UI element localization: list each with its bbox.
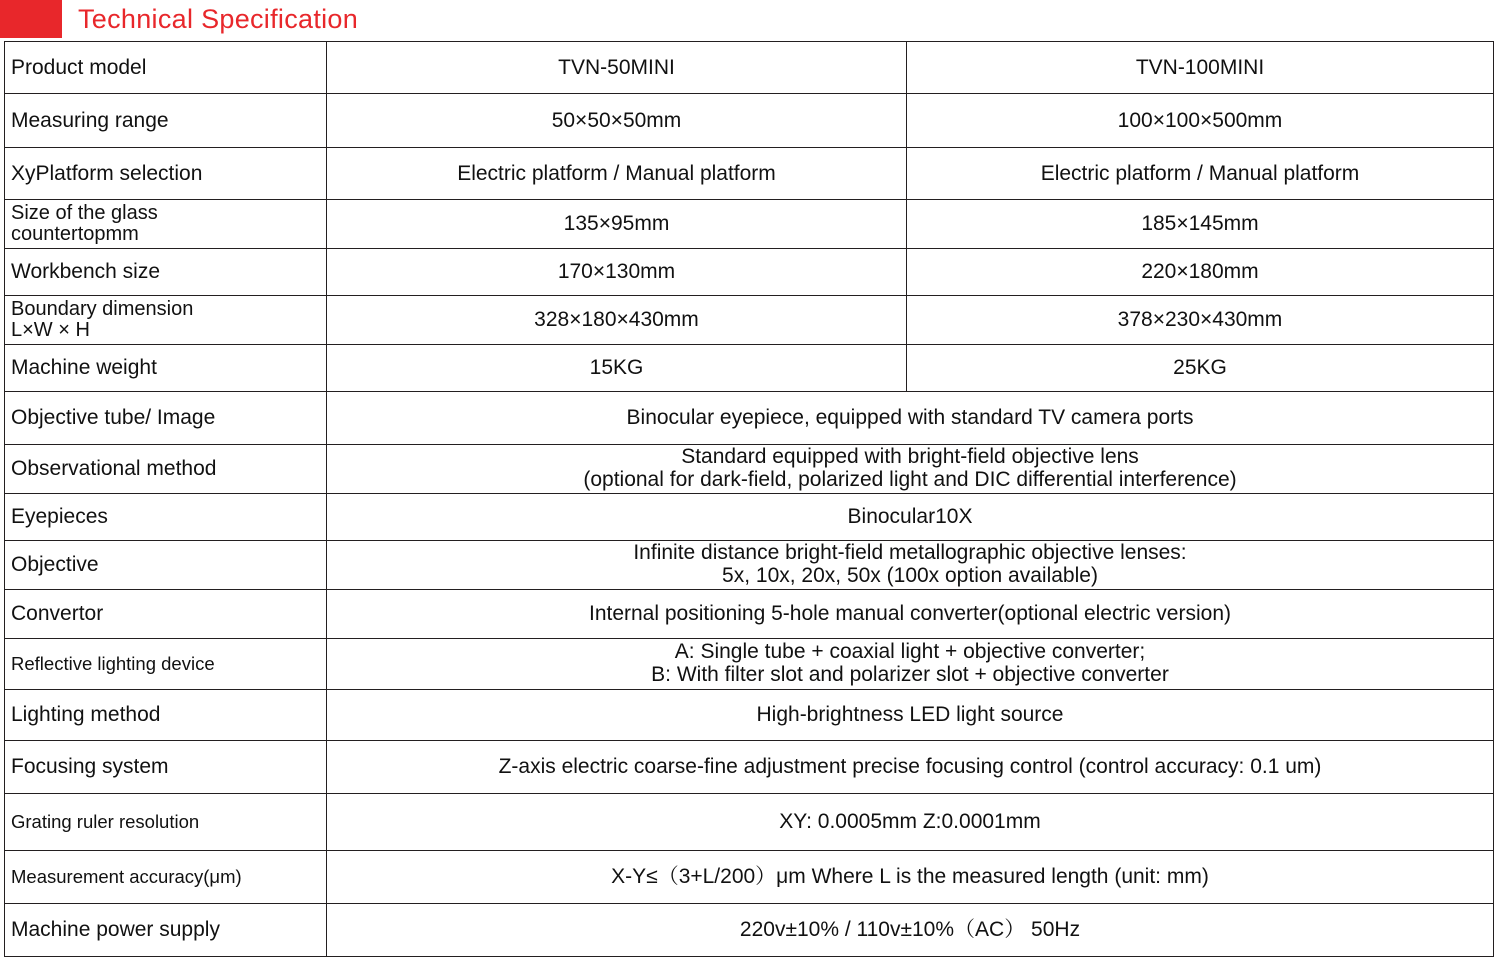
header-accent-swatch: [0, 0, 62, 38]
row-value-line1: Infinite distance bright-field metallographic objective lenses:: [633, 541, 1187, 565]
row-value-span: High-brightness LED light source: [327, 690, 1494, 741]
table-row: [5, 494, 1494, 541]
row-label: Product model: [5, 42, 327, 94]
table-row: [5, 741, 1494, 794]
row-label: Measurement accuracy(μm): [5, 851, 327, 904]
row-label-line2: L×W × H: [11, 319, 90, 341]
table-row: [5, 794, 1494, 851]
row-label: XyPlatform selection: [5, 148, 327, 200]
table-row: [5, 296, 1494, 345]
row-label: Eyepieces: [5, 494, 327, 541]
row-label: Workbench size: [5, 249, 327, 296]
row-value-span: X-Y≤（3+L/200）μm Where L is the measured length (unit: mm): [327, 851, 1494, 904]
row-value-span: XY: 0.0005mm Z:0.0001mm: [327, 794, 1494, 851]
row-label: Objective tube/ Image: [5, 392, 327, 445]
row-value-a: TVN-50MINI: [327, 42, 907, 94]
row-value-a: 135×95mm: [327, 200, 907, 249]
table-row: [5, 590, 1494, 639]
row-label: Focusing system: [5, 741, 327, 794]
row-label: Machine power supply: [5, 904, 327, 957]
row-value-a: 15KG: [327, 345, 907, 392]
row-value-b: 185×145mm: [907, 200, 1494, 249]
row-label: [5, 200, 327, 249]
row-label-line1: Size of the glass: [11, 202, 158, 224]
table-row: [5, 541, 1494, 590]
row-value-span: Internal positioning 5-hole manual converter(optional electric version): [327, 590, 1494, 639]
table-row: [5, 249, 1494, 296]
table-row: [5, 200, 1494, 249]
row-value-span: [327, 639, 1494, 690]
row-value-line2: (optional for dark-field, polarized light and DIC differential interference): [583, 468, 1237, 491]
row-label: Objective: [5, 541, 327, 590]
row-value-a: 50×50×50mm: [327, 94, 907, 148]
specification-table: [4, 41, 1494, 957]
table-row: [5, 392, 1494, 445]
row-value-b: 220×180mm: [907, 249, 1494, 296]
row-label: Machine weight: [5, 345, 327, 392]
row-label: Lighting method: [5, 690, 327, 741]
row-value-span: Binocular eyepiece, equipped with standard TV camera ports: [327, 392, 1494, 445]
row-value-a: 328×180×430mm: [327, 296, 907, 345]
row-label: [5, 296, 327, 345]
row-label-line2: countertopmm: [11, 223, 139, 245]
table-row: [5, 445, 1494, 494]
page-title: Technical Specification: [78, 4, 359, 34]
row-value-b: Electric platform / Manual platform: [907, 148, 1494, 200]
page-header: [0, 0, 1497, 38]
row-value-b: 100×100×500mm: [907, 94, 1494, 148]
row-value-line1: A: Single tube + coaxial light + objective converter;: [674, 640, 1146, 664]
table-row: [5, 904, 1494, 957]
row-value-line2: 5x, 10x, 20x, 50x (100x option available): [722, 564, 1098, 587]
row-value-line1: Standard equipped with bright-field objective lens: [681, 445, 1139, 469]
row-value-span: Z-axis electric coarse-fine adjustment precise focusing control (control accuracy: 0.1 um): [327, 741, 1494, 794]
row-label: Measuring range: [5, 94, 327, 148]
table-row: [5, 42, 1494, 94]
row-label: Reflective lighting device: [5, 639, 327, 690]
row-label: Convertor: [5, 590, 327, 639]
row-label: Grating ruler resolution: [5, 794, 327, 851]
row-value-span: 220v±10% / 110v±10%（AC） 50Hz: [327, 904, 1494, 957]
row-value-a: Electric platform / Manual platform: [327, 148, 907, 200]
table-row: [5, 851, 1494, 904]
table-row: [5, 94, 1494, 148]
row-value-a: 170×130mm: [327, 249, 907, 296]
table-row: [5, 345, 1494, 392]
row-label: Observational method: [5, 445, 327, 494]
table-row: [5, 148, 1494, 200]
row-label-line1: Boundary dimension: [11, 298, 194, 320]
row-value-span: [327, 541, 1494, 590]
row-value-b: 25KG: [907, 345, 1494, 392]
row-value-b: TVN-100MINI: [907, 42, 1494, 94]
row-value-span: [327, 445, 1494, 494]
table-row: [5, 639, 1494, 690]
table-row: [5, 690, 1494, 741]
row-value-line2: B: With filter slot and polarizer slot + objective converter: [651, 663, 1169, 686]
row-value-b: 378×230×430mm: [907, 296, 1494, 345]
row-value-span: Binocular10X: [327, 494, 1494, 541]
